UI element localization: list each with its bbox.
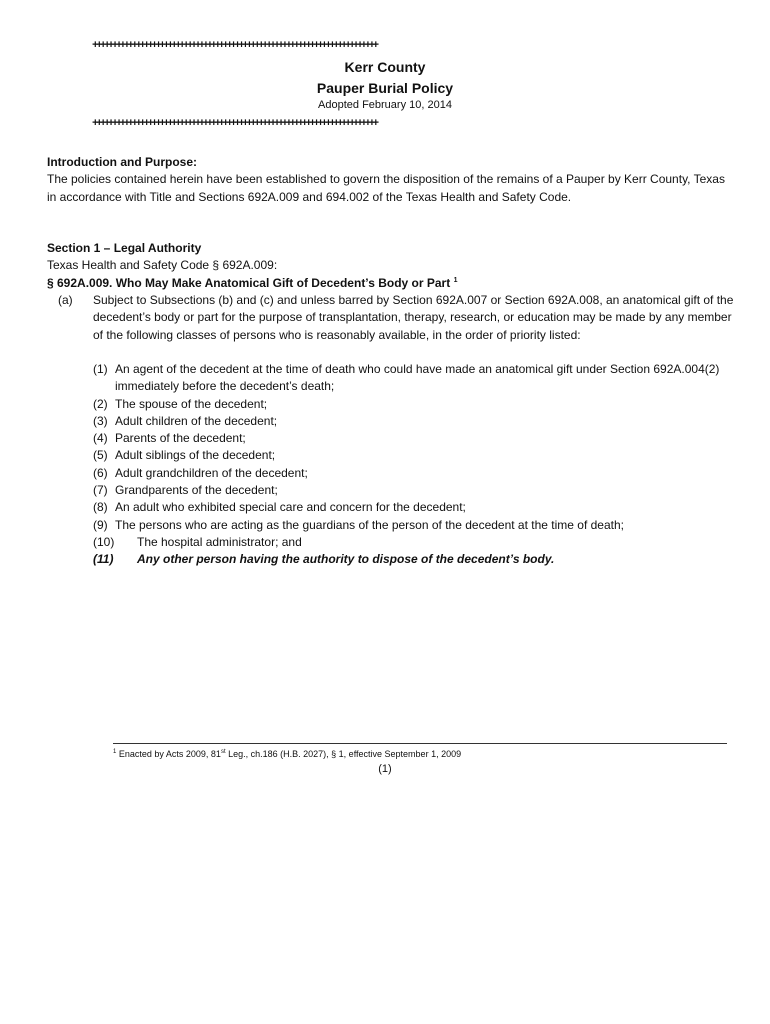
footnote-marker: 1 (113, 749, 117, 755)
list-item (93, 551, 733, 568)
list-item-number: (5) (93, 448, 108, 463)
list-item (93, 430, 733, 447)
subsection-a (58, 292, 734, 344)
list-item-text: An agent of the decedent at the time of death who could have made an anatomical gift under Section 692A.004(2) immediately before the decedent’s death; (115, 362, 720, 394)
list-item (93, 447, 733, 464)
statute-heading: § 692A.009. Who May Make Anatomical Gift of Decedent’s Body or Part (47, 275, 451, 290)
policy-title: Pauper Burial Policy (316, 80, 454, 96)
list-item-number: (10) (93, 534, 115, 549)
list-item (93, 517, 733, 534)
subsection-label: (a) (58, 293, 73, 307)
statute-heading-line (47, 275, 737, 292)
list-item-number: (3) (93, 413, 108, 428)
list-item (93, 465, 733, 482)
section1-header (47, 240, 737, 292)
footnote-divider (113, 743, 727, 744)
page-number: (1) (378, 763, 392, 775)
list-item (93, 361, 733, 396)
list-item (93, 482, 733, 499)
county-name: Kerr County (344, 59, 426, 75)
intro-section (47, 154, 737, 206)
priority-list (93, 361, 733, 569)
list-item-number: (11) (93, 552, 114, 567)
section1-heading: Section 1 – Legal Authority (47, 241, 202, 255)
list-item-number: (4) (93, 431, 108, 446)
header-rule-top: ++++++++++++++++++++++++++++++++++++++++++++++++++++++++++++++++++++++++ (92, 40, 377, 52)
footnote-ref: 1 (453, 276, 458, 284)
list-item (93, 396, 733, 413)
list-item-number: (8) (93, 500, 108, 515)
list-item-number: (7) (93, 483, 108, 498)
subsection-text: Subject to Subsections (b) and (c) and unless barred by Section 692A.007 or Section 692A.008, an anatomical gift of the decedent’s body or part for the purpose of transplantation, therapy, research, or education may be made by any member of the following classes of persons who is reasonably available, in the order of priority listed: (93, 293, 734, 342)
list-item-text: Parents of the decedent; (115, 431, 246, 446)
intro-heading: Introduction and Purpose: (47, 155, 197, 169)
list-item-text: The hospital administrator; and (137, 534, 302, 549)
list-item-number: (6) (93, 465, 108, 480)
list-item (93, 499, 733, 516)
footnote-text-before: Enacted by Acts 2009, 81 (118, 749, 221, 759)
list-item (93, 413, 733, 430)
list-item-number: (2) (93, 396, 108, 411)
list-item-text: The spouse of the decedent; (115, 396, 268, 411)
list-item (93, 534, 733, 551)
adopted-date: Adopted February 10, 2014 (318, 99, 452, 111)
header-rule-bottom: ++++++++++++++++++++++++++++++++++++++++++++++++++++++++++++++++++++++++ (92, 118, 377, 130)
list-item-text: Adult grandchildren of the decedent; (115, 465, 308, 480)
footnote-text-after: Leg., ch.186 (H.B. 2027), § 1, effective September 1, 2009 (225, 749, 462, 759)
list-item-text: The persons who are acting as the guardians of the person of the decedent at the time of death; (115, 517, 624, 532)
list-item-text: Any other person having the authority to dispose of the decedent’s body. (137, 552, 555, 567)
code-reference: Texas Health and Safety Code § 692A.009: (47, 258, 278, 273)
intro-text: The policies contained herein have been established to govern the disposition of the remains of a Pauper by Kerr County, Texas in accordance with Title and Sections 692A.009 and 694.002 of the Texas Health and Safety Code. (47, 172, 725, 204)
list-item-text: Adult siblings of the decedent; (115, 448, 276, 463)
list-item-text: An adult who exhibited special care and concern for the decedent; (115, 500, 466, 515)
list-item-text: Adult children of the decedent; (115, 413, 278, 428)
list-item-number: (1) (93, 362, 108, 376)
list-item-text: Grandparents of the decedent; (115, 483, 278, 498)
footnote (113, 746, 461, 760)
list-item-number: (9) (93, 517, 108, 532)
footnote-ordinal: st (220, 749, 226, 755)
